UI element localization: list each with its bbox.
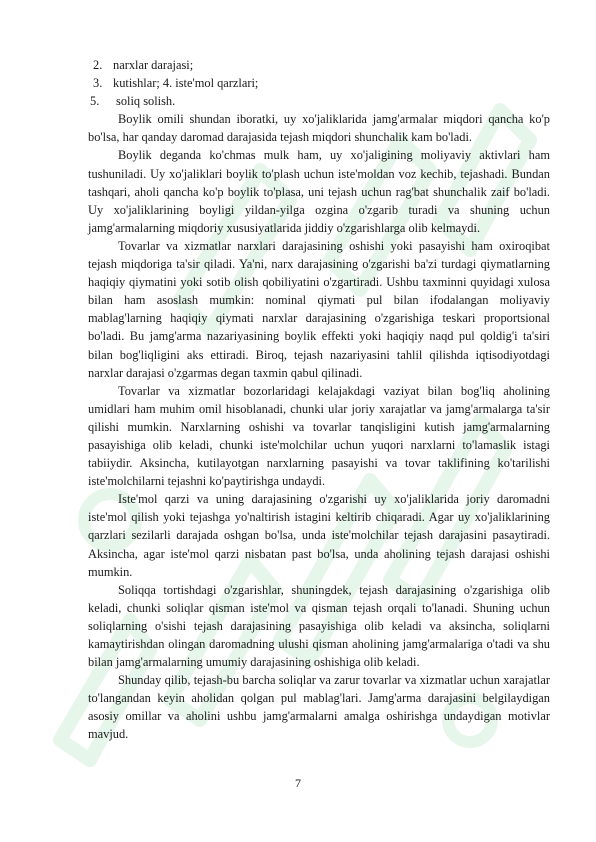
list-number: 2. — [93, 58, 103, 72]
paragraph: Tovarlar va xizmatlar bozorlaridagi kelajakdagi vaziyat bilan bog'liq aholining umidlari ham muhim omil hisoblanadi, chunki ular joriy xarajatlar va jamg'armalarga ta'sir qilishi mumkin. Narxlarning oshishi va tovarlar tanqisligini kutish jamg'armalarning pasayishiga olib keladi, chunki iste'molchilar uchun yuqori narxlarni to'lamaslik istagi tabiiydir. Aksincha, kutilayotgan narxlarning pasayishi va tovar taklifining ko'tarilishi iste'molchilarni tejashni ko'paytirishga undaydi. — [88, 383, 550, 489]
paragraph: Tovarlar va xizmatlar narxlari darajasining oshishi yoki pasayishi ham oxiroqibat tejash miqdoriga ta'sir qiladi. Ya'ni, narx darajasining o'zgarishi ba'zi turdagi qiymatlarning haqiqiy qiymatini yoki sotib olish qobiliyatini o'zgartiradi. Ushbu taxminni quyidagi xulosa bilan ham asoslash mumkin: nominal qiymati pul bilan ifodalangan moliyaviy mablag'larning haqiqiy qiymati narxlar darajasining o'zgarishiga teskari proportsional bo'ladi. Bu jamg'arma nazariyasining boylik effekti yoki haqiqiy naqd pul qoldig'i ta'siri bilan bog'liqligini aks ettiradi. Biroq, tejash nazariyasini tahlil qilishda iqtisodiyotdagi narxlar darajasi o'zgarmas degan taxmin qabul qilinadi. — [88, 238, 550, 380]
list-text: kutishlar; 4. iste'mol qarzlari; — [113, 76, 259, 91]
list-item — [88, 92, 550, 110]
list-text: narxlar darajasi; — [113, 58, 194, 72]
list-item — [88, 56, 550, 74]
paragraph: Boylik deganda ko'chmas mulk ham, uy xo'jaligining moliyaviy aktivlari ham tushuniladi. Uy xo'jaliklari boylik to'plash uchun iste'moldan voz kechib, tejashadi. Bundan tashqari, aholi qancha ko'p boylik to'plasa, uni tejash uchun rag'bat shunchalik zaif bo'ladi. Uy xo'jaliklarining boyligi yildan-yilga ozgina o'zgarib turadi va shuning uchun jamg'armalarning miqdoriy xususiyatlarida jiddiy o'zgarishlarga olib kelmaydi. — [88, 148, 550, 235]
paragraph: Boylik omili shundan iboratki, uy xo'jaliklarida jamg'armalar miqdori qancha ko'p bo'lsa, har qanday daromad darajasida tejash miqdori shunchalik kam bo'ladi. — [88, 112, 550, 145]
paragraph: Soliqqa tortishdagi o'zgarishlar, shuningdek, tejash darajasining o'zgarishiga olib keladi, chunki soliqlar qisman iste'mol va qisman tejash orqali to'lanadi. Shuning uchun soliqlarning o'sishi tejash darajasining pasayishiga olib keladi va aksincha, soliqlarni kamaytirishdan olingan daromadning ulushi qisman aholining jamg'armalariga o'tadi va shu bilan jamg'armalarning umumiy darajasining oshishiga olib keladi. — [88, 582, 550, 670]
list-number: 5. — [90, 94, 100, 109]
paragraph: Iste'mol qarzi va uning darajasining o'zgarishi uy xo'jaliklarida joriy daromadni iste'mol qilish yoki tejashga yo'naltirish istagini keltirib chiqaradi. Agar uy xo'jaliklarining qarzlari sezilarli darajada oshgan bo'lsa, unda iste'molchilar tejash darajasini pasaytiradi. Aksincha, agar iste'mol qarzi nisbatan past bo'lsa, unda aholining tejash darajasi oshishi mumkin. — [88, 492, 550, 579]
list-text: soliq solish. — [116, 94, 176, 109]
list-number: 3. — [93, 76, 103, 91]
paragraph: Shunday qilib, tejash-bu barcha soliqlar va zarur tovarlar va xizmatlar uchun xarajatlar to'langandan keyin aholidan qolgan pul mablag'lari. Jamg'arma darajasini belgilaydigan asosiy omillar va aholini ushbu jamg'armalarni amalga oshirishga undaydigan motivlar mavjud. — [88, 673, 550, 742]
page-number: 7 — [295, 776, 301, 790]
document-page — [88, 56, 550, 744]
list-item — [88, 74, 550, 92]
